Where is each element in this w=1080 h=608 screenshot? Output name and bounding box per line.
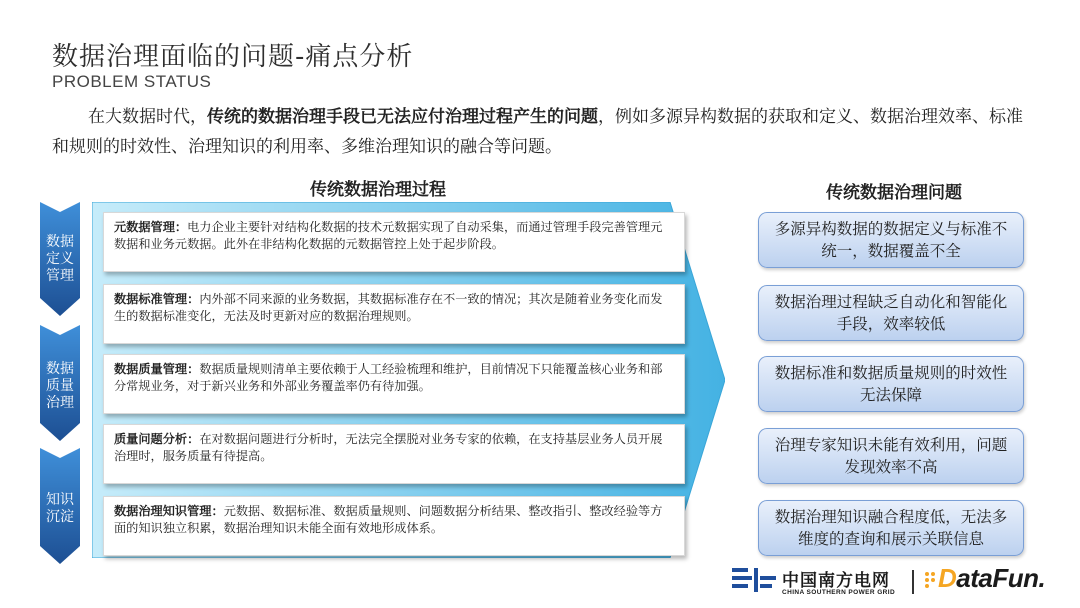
issue-card: 治理专家知识未能有效利用，问题发现效率不高 <box>758 428 1024 484</box>
issue-card: 数据标准和数据质量规则的时效性无法保障 <box>758 356 1024 412</box>
intro-prefix: 在大数据时代， <box>88 107 207 127</box>
stage-label-definition: 数据 定义 管理 <box>46 234 74 284</box>
issue-card: 多源异构数据的数据定义与标准不统一，数据覆盖不全 <box>758 212 1024 268</box>
issue-card: 数据治理知识融合程度低，无法多维度的查询和展示关联信息 <box>758 500 1024 556</box>
logo-separator <box>912 570 914 594</box>
issues-heading: 传统数据治理问题 <box>826 183 962 203</box>
process-item-standard: 数据标准管理：内外部不同来源的业务数据，其数据标准存在不一致的情况；其次是随着业务变化而发生的数据标准变化，无法及时更新对应的数据治理规则。 <box>103 284 685 344</box>
csg-logo-icon <box>732 566 776 596</box>
stage-label-quality: 数据 质量 治理 <box>46 361 74 411</box>
process-heading: 传统数据治理过程 <box>310 180 446 200</box>
process-item-knowledge: 数据治理知识管理：元数据、数据标准、数据质量规则、问题数据分析结果、整改指引、整改经验等方面的知识独立积累，数据治理知识未能全面有效地形成体系。 <box>103 496 685 556</box>
csg-name-cn: 中国南方电网 <box>782 571 890 591</box>
process-item-analysis: 质量问题分析：在对数据问题进行分析时，无法完全摆脱对业务专家的依赖，在支持基层业务人员开展治理时，服务质量有待提高。 <box>103 424 685 484</box>
page-subtitle: PROBLEM STATUS <box>52 72 212 91</box>
intro-suffix: ，例如多源异构数据的获取和定义、数据治理效率、标准和规则的时效性、治理知识的利用率、多维治理知识的融合等问题。 <box>52 107 1023 157</box>
stage-label-knowledge: 知识 沉淀 <box>46 492 74 525</box>
process-item-metadata: 元数据管理：电力企业主要针对结构化数据的技术元数据实现了自动采集，而通过管理手段完善管理元数据和业务元数据。此外在非结构化数据的元数据管控上处于起步阶段。 <box>103 212 685 272</box>
issue-card: 数据治理过程缺乏自动化和智能化手段，效率较低 <box>758 285 1024 341</box>
intro-emphasis: 传统的数据治理手段已无法应付治理过程产生的问题 <box>207 107 598 127</box>
datafun-dots-icon <box>924 570 938 590</box>
process-item-quality: 数据质量管理：数据质量规则清单主要依赖于人工经验梳理和维护，目前情况下只能覆盖核心业务和部分常规业务，对于新兴业务和外部业务覆盖率仍有待加强。 <box>103 354 685 414</box>
intro-paragraph <box>52 102 1027 162</box>
datafun-logo: DataFun. <box>938 563 1046 593</box>
page-title: 数据治理面临的问题-痛点分析 <box>52 42 414 72</box>
csg-name-en: CHINA SOUTHERN POWER GRID <box>782 589 896 596</box>
